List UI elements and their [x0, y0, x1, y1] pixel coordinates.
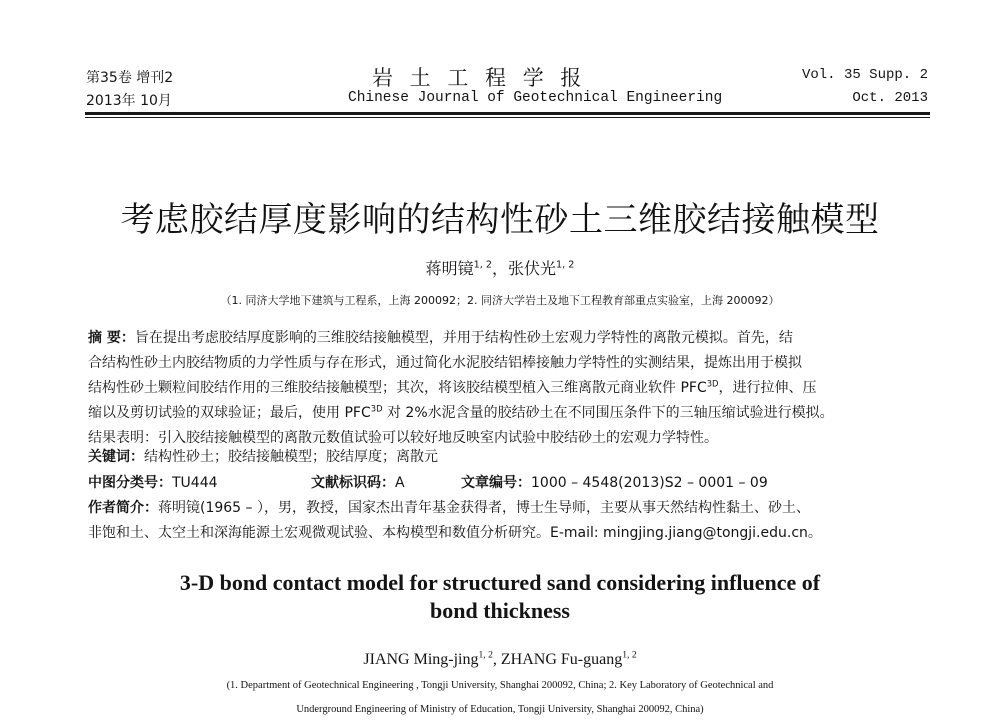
authors-cn: [0, 256, 1000, 279]
paper-title-en: 3-D bond contact model for structured sand considering influence of: [179, 570, 821, 595]
author-name: 张伏光: [508, 259, 557, 278]
journal-title-en: Chinese Journal of Geotechnical Engineering: [348, 90, 723, 106]
paper-title-cn: 考虑胶结厚度影响的结构性砂土三维胶结接触模型: [120, 200, 880, 240]
author-separator: ，: [491, 259, 508, 278]
superscript: 3D: [370, 403, 383, 414]
abstract-line: [88, 377, 817, 397]
doc-code-value: A: [395, 475, 405, 491]
affiliation-en: (1. Department of Geotechnical Engineering , Tongji University, Shanghai 200092, China; 2. Key Laboratory of Geotechnical and: [226, 680, 774, 691]
abstract-text: 旨在提出考虑胶结厚度影响的三维胶结接触模型，并用于结构性砂土宏观力学特性的离散元模拟。首先，结: [134, 330, 793, 346]
abstract-text: ，进行拉伸、压: [718, 380, 817, 396]
clc-label: 中图分类号：: [88, 475, 172, 491]
abstract-line: [88, 327, 793, 347]
author-name: ZHANG Fu-guang: [500, 651, 623, 668]
header-rule-thin: [85, 117, 930, 118]
doc-code-label: 文献标识码：: [311, 475, 395, 491]
author-affiliation-mark: 1, 2: [556, 259, 575, 271]
article-number-label: 文章编号：: [461, 475, 531, 491]
header-date-en: Oct. 2013: [852, 90, 928, 106]
author-bio-line: 非饱和土、太空土和深海能源土宏观微观试验、本构模型和数值分析研究。E-mail: mingjing.jiang@tongji.edu.cn。: [88, 525, 822, 541]
affiliation-cn: （1. 同济大学地下建筑与工程系，上海 200092；2. 同济大学岩土及地下工程教育部重点实验室，上海 200092）: [220, 294, 780, 307]
author-affiliation-mark: 1, 2: [473, 259, 492, 271]
author-name: 蒋明镜: [425, 259, 474, 278]
doc-code: [311, 472, 405, 492]
clc-value: TU444: [172, 475, 218, 491]
author-bio-text: 蒋明镜(1965 – ），男，教授，国家杰出青年基金获得者，博士生导师，主要从事天然结构性黏土、砂土、: [158, 500, 810, 516]
authors-en: [0, 651, 1000, 669]
classification-line: [88, 472, 218, 492]
author-affiliation-mark: 1, 2: [478, 649, 493, 661]
paper-title-en-cont: bond thickness: [429, 598, 570, 623]
abstract-text: 对 2%水泥含量的胶结砂土在不同围压条件下的三轴压缩试验进行模拟。: [382, 405, 834, 421]
abstract-label: 摘 要：: [88, 330, 135, 346]
abstract-text: 结构性砂土颗粒间胶结作用的三维胶结接触模型；其次，将该胶结模型植入三维离散元商业软件 PFC: [88, 380, 707, 396]
affiliation-en-cont: Underground Engineering of Ministry of Education, Tongji University, Shanghai 200092, China): [296, 704, 704, 715]
abstract-line: 合结构性砂土内胶结物质的力学性质与存在形式，通过简化水泥胶结铝棒接触力学特性的实测结果，提炼出用于模拟: [88, 355, 802, 371]
author-bio-line: [88, 497, 810, 517]
journal-title-cn: 岩 土 工 程 学 报: [372, 66, 587, 90]
article-number: [461, 472, 768, 492]
superscript: 3D: [706, 378, 719, 389]
keywords-label: 关键词：: [88, 449, 144, 465]
author-separator: ,: [492, 651, 501, 668]
keywords-line: [88, 446, 438, 466]
author-bio-label: 作者简介：: [88, 500, 158, 516]
author-name: JIANG Ming-jing: [363, 651, 479, 668]
header-date-cn: 2013年 10月: [86, 93, 172, 109]
header-volume-cn: 第35卷 增刊2: [86, 70, 174, 86]
header-rule-thick: [85, 112, 930, 115]
article-number-value: 1000 – 4548(2013)S2 – 0001 – 09: [531, 475, 768, 491]
abstract-line: 结果表明：引入胶结接触模型的离散元数值试验可以较好地反映室内试验中胶结砂土的宏观力学特性。: [88, 430, 718, 446]
abstract-text: 缩以及剪切试验的双球验证；最后，使用 PFC: [88, 405, 371, 421]
abstract-line: [88, 402, 834, 422]
keywords-text: 结构性砂土；胶结接触模型；胶结厚度；离散元: [144, 449, 438, 465]
header-volume-en: Vol. 35 Supp. 2: [801, 67, 928, 83]
author-affiliation-mark: 1, 2: [622, 649, 637, 661]
